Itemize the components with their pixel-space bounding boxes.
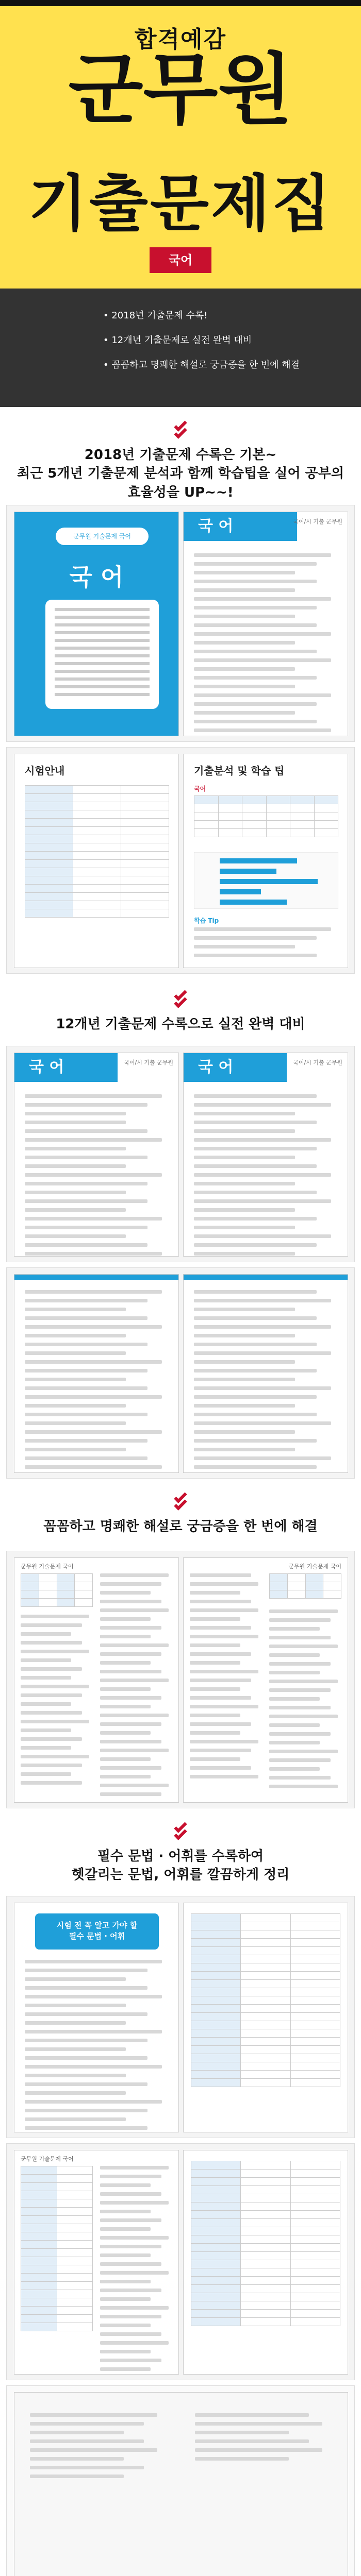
page-tag: 국어/시 기출 군무원: [124, 1059, 173, 1066]
cover-list: [45, 600, 159, 709]
section-heading: 2018년 기출문제 수록은 기본~ 최근 5개년 기출문제 분석과 함께 학습팁을 실어 공부의 효율성을 UP~~!: [17, 447, 344, 500]
page-tag: 군무원 기술문제 국어: [21, 2156, 74, 2162]
page-tag: 군무원 기술문제 국어: [21, 1563, 74, 1570]
answer-key-table: [21, 1573, 93, 1607]
question-page-preview: [183, 512, 348, 736]
vocab-page-preview: [183, 2150, 348, 2375]
question-page-preview: [14, 1053, 179, 1257]
grammar-box-title: 시험 전 꼭 알고 가야 할 필수 문법 · 어휘: [35, 1913, 159, 1950]
section-heading: 12개년 기출문제 수록으로 실전 완벽 대비: [56, 1016, 305, 1032]
chevron-down-icon: [0, 1821, 361, 1842]
preview-spread: [6, 505, 355, 742]
question-page-preview: [183, 1274, 348, 1473]
hero-banner: [0, 0, 361, 407]
hero-tagline: 합격예감: [134, 26, 226, 53]
book-back-preview: [14, 2392, 348, 2576]
grammar-page-preview: [14, 1903, 179, 2132]
vocab-page-preview: [14, 2150, 179, 2375]
preview-spread: [6, 1896, 355, 2138]
preview-spread: [6, 1046, 355, 1262]
feature-item: • 꼼꼼하고 명쾌한 해설로 궁금증을 한 번에 해결: [103, 360, 300, 370]
top-divider: [0, 0, 361, 6]
preview-spread: [6, 1551, 355, 1808]
page-tag: 국어/시 기출 군무원: [293, 518, 342, 525]
analysis-table: [194, 795, 338, 837]
subject-badge: 국어: [150, 247, 211, 273]
feature-item: • 12개년 기출문제로 실전 완벽 대비: [103, 335, 252, 346]
question-page-preview: [14, 1274, 179, 1473]
page-banner: 국 어: [184, 512, 297, 541]
vocab-table: [21, 2166, 93, 2331]
hero-brand: 군무원: [68, 45, 293, 135]
hero-title: 기출문제집: [28, 168, 333, 239]
analysis-subject: 국어: [194, 785, 206, 792]
answer-page-preview: [14, 1557, 179, 1803]
page-tag: 국어/시 기출 군무원: [293, 1059, 342, 1066]
page-banner: 국 어: [184, 1053, 287, 1082]
cover-pill: 군무원 기술문제 국어: [56, 528, 149, 545]
page-banner: 국 어: [14, 1053, 118, 1082]
tip-label: 학습 Tip: [194, 917, 219, 924]
preview-spread: [6, 2143, 355, 2380]
vocab-page-preview: [183, 1903, 348, 2132]
chevron-down-icon: [0, 1492, 361, 1512]
feature-item: • 2018년 기출문제 수록!: [103, 310, 208, 321]
feature-bar: [0, 289, 361, 407]
exam-guide-heading: 시험안내: [25, 765, 65, 777]
page-tag: 군무원 기술문제 국어: [288, 1563, 341, 1570]
vocab-table: [191, 2161, 340, 2326]
chevron-down-icon: [0, 420, 361, 440]
answer-key-table: [269, 1573, 341, 1599]
analysis-heading: 기출분석 및 학습 팁: [194, 765, 285, 777]
preview-spread: [6, 1267, 355, 1479]
section-heading: 필수 문법 · 어휘를 수록하여 헷갈리는 문법, 어휘를 깔끔하게 정리: [71, 1849, 290, 1883]
book-spread-preview: [6, 2385, 355, 2576]
exam-guide-table: [25, 785, 169, 918]
question-page-preview: [183, 1053, 348, 1257]
cover-page-preview: [14, 512, 179, 736]
answer-page-preview: [183, 1557, 348, 1803]
chevron-down-icon: [0, 989, 361, 1010]
cover-title: 국 어: [69, 563, 124, 591]
exam-guide-preview: [14, 754, 179, 968]
bar-graph-icon: [194, 852, 338, 909]
section-heading: 꼼꼼하고 명쾌한 해설로 궁금증을 한 번에 해결: [43, 1519, 318, 1534]
analysis-tips-preview: [183, 754, 348, 968]
preview-spread: [6, 747, 355, 974]
vocab-table: [191, 1913, 340, 2087]
